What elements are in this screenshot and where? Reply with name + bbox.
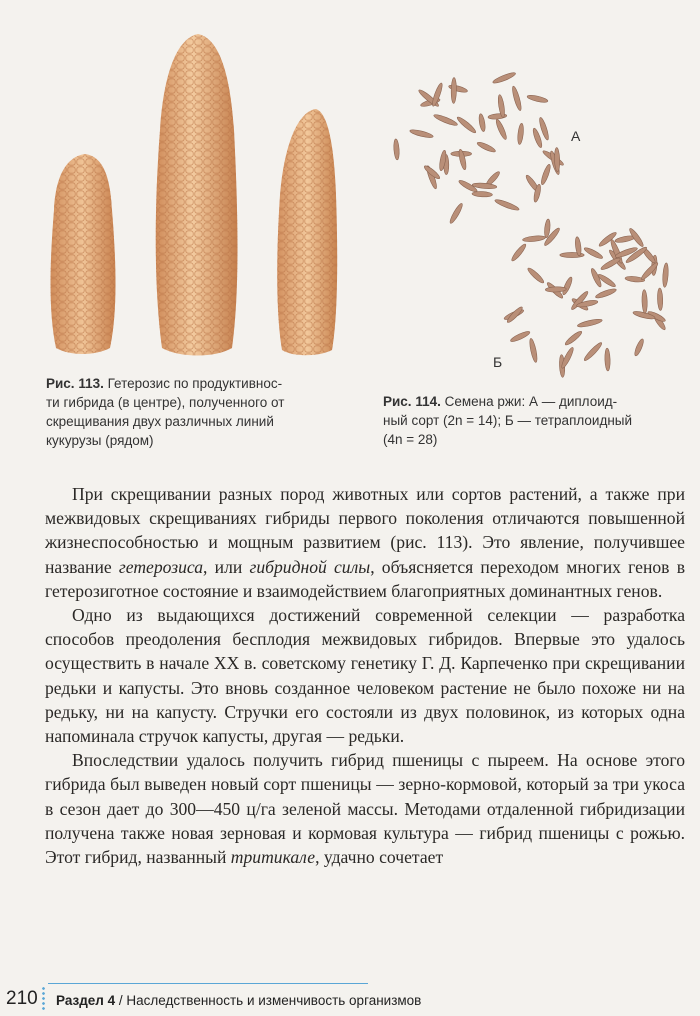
paragraph: При скрещивании разных пород животных или сортов растений, а также при межвидовых скрещиваниях гибриды первого поколения отличаются повышенной жизнеспособностью и мощным развитием (рис. 113). Это явление, получившее название гетерозиса, или гибридной силы, объясняется переходом многих генов в гетерозиготное состояние и взаимодействием благоприятных доминантных генов. [45, 484, 685, 601]
rye-seed [595, 287, 617, 299]
rye-seed [522, 235, 545, 243]
corn-left-illustration [40, 150, 130, 360]
figure-marker-a: А [571, 128, 581, 144]
rye-seed [642, 290, 648, 314]
rye-seed [511, 85, 523, 111]
footer-dotted-divider [42, 986, 45, 1012]
rye-seed [662, 263, 669, 288]
rye-seed [448, 202, 464, 224]
rye-seed [657, 288, 663, 311]
rye-seed [472, 191, 493, 197]
rye-seed [583, 246, 604, 260]
rye-seed [561, 276, 574, 296]
figures-area [0, 0, 700, 470]
figure-114-label: Рис. 114. [383, 394, 441, 409]
rye-seed [494, 118, 508, 140]
rye-seeds-tetraploid-illustration [490, 210, 680, 380]
page-footer [0, 980, 700, 1016]
page-number: 210 [6, 988, 38, 1009]
rye-seed [564, 330, 583, 347]
figure-114-caption: Рис. 114. Семена ржи: А — диплоид- ный сорт (2n = 14); Б — тетраплоидный (4n = 28) [383, 394, 633, 447]
rye-seed [540, 163, 552, 185]
rye-seed [478, 113, 486, 132]
rye-seed [509, 330, 530, 344]
section-title: Раздел 4 / Наследственность и изменчивость организмов [56, 993, 422, 1008]
paragraph: Одно из выдающихся достижений современной селекции — разработка способов преодоления бесплодия межвидовых гибридов. Впервые это удалось осуществить в начале XX в. советскому генетику Г. Д. Карпеченко при скрещивании редьки и капусты. Это вновь созданное человеком растение не было похоже ни на редьку, ни на капусту. Стручки его состояли из двух половинок, из которых одна напоминала стручок капусты, другая — редьки. [45, 605, 685, 747]
rye-seeds-diploid-illustration [380, 60, 570, 235]
paragraph: Впоследствии удалось получить гибрид пшеницы с пыреем. На основе этого гибрида был выведен новый сорт пшеницы — зерно-кормовой, который за три укоса в сезон дает до 300—450 ц/га зеленой массы. Методами отдаленной гибридизации получена также новая зерновая и кормовая культура — гибрид пшеницы с рожью. Этот гибрид, названный тритикале, удачно сочетает [45, 750, 685, 868]
rye-seed [451, 78, 457, 104]
rye-seed [545, 286, 566, 292]
rye-seed [393, 139, 400, 160]
corn-right-illustration [268, 105, 348, 360]
rye-seed [517, 123, 524, 145]
rye-seed [528, 338, 538, 363]
rye-seed [526, 266, 545, 284]
figure-113-label: Рис. 113. [46, 376, 104, 391]
rye-seed [527, 94, 549, 104]
rye-seed [433, 113, 458, 127]
figure-marker-b: Б [493, 354, 503, 370]
rye-seed [456, 115, 478, 134]
rye-seed [409, 128, 434, 139]
figure-113-caption: Рис. 113. Гетерозис по продуктивнос- ти гибрида (в центре), полученного от скрещивания двух различных линий кукурузы (рядом) [46, 376, 285, 448]
corn-hybrid-illustration [140, 30, 255, 360]
footer-rule [48, 983, 368, 984]
rye-seed [492, 71, 517, 85]
rye-seed [633, 338, 645, 357]
rye-seed [510, 243, 528, 263]
rye-seed [583, 341, 604, 362]
main-text [45, 482, 685, 869]
rye-seed [577, 318, 603, 329]
rye-seed [476, 141, 496, 154]
rye-seed [605, 348, 611, 371]
